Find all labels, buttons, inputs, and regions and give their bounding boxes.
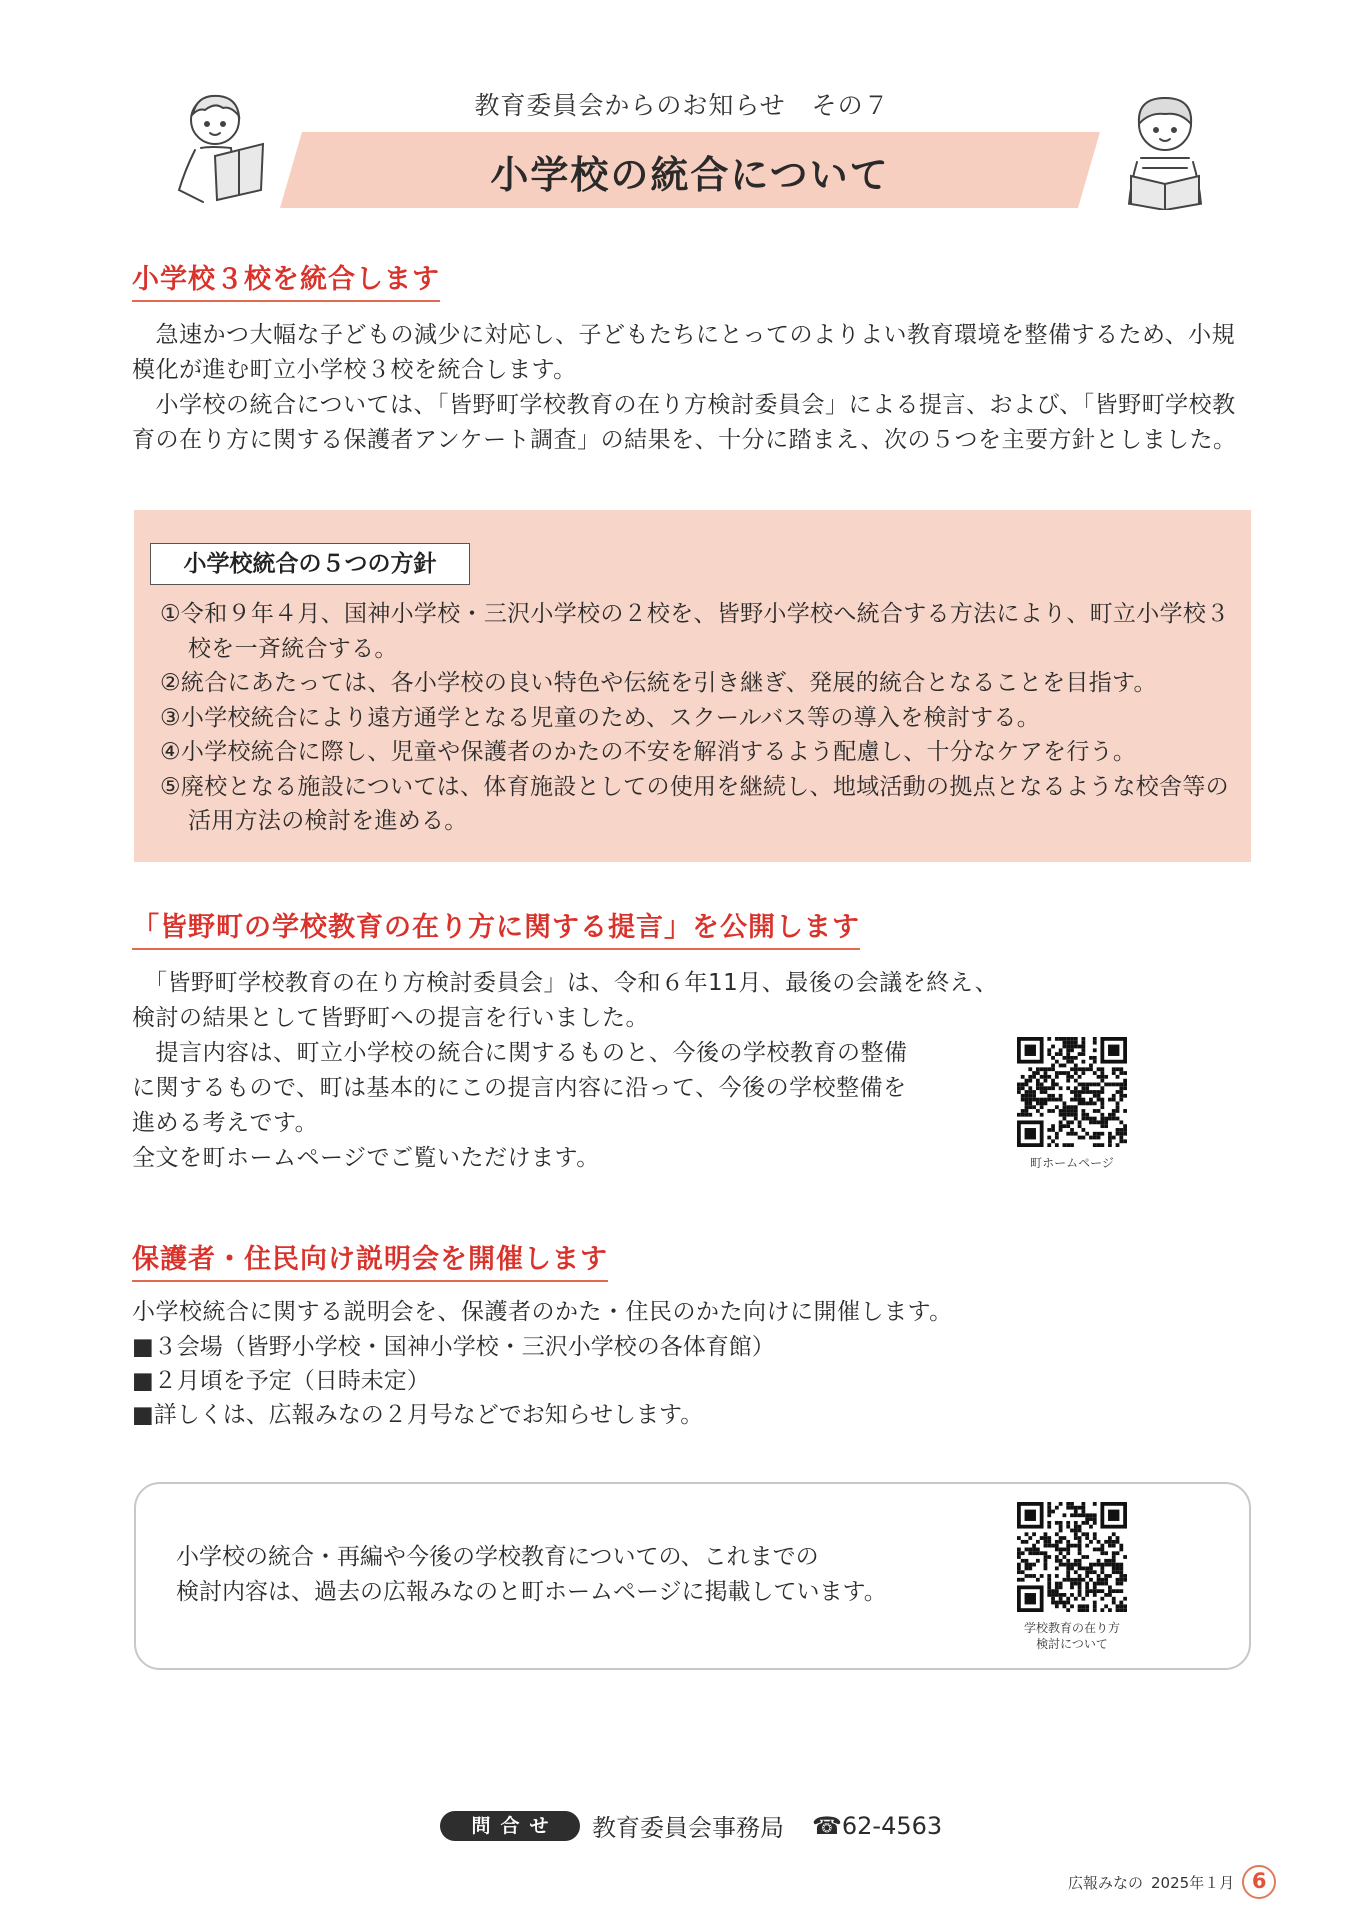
page-number: 6 bbox=[1242, 1865, 1276, 1899]
contact-office: 教育委員会事務局 bbox=[592, 1814, 784, 1842]
section1-paragraph-1: 急速かつ大幅な子どもの減少に対応し、子どもたちにとってのよりよい教育環境を整備するため、小規模化が進む町立小学校３校を統合します。 bbox=[132, 322, 1236, 383]
qr-caption-school-education bbox=[997, 1620, 1147, 1652]
section2-line: に関するもので、町は基本的にこの提言内容に沿って、今後の学校整備を bbox=[132, 1075, 907, 1101]
section-heading-briefing: 保護者・住民向け説明会を開催します bbox=[132, 1237, 608, 1282]
child-reading-illustration-right bbox=[1115, 92, 1215, 210]
qr-caption-line: 検討について bbox=[1036, 1637, 1108, 1651]
briefing-bullet: ■詳しくは、広報みなの２月号などでお知らせします。 bbox=[132, 1402, 704, 1428]
page-subtitle: 教育委員会からのお知らせ その７ bbox=[474, 91, 890, 120]
policy-list bbox=[160, 597, 1240, 839]
info-box-line: 小学校の統合・再編や今後の学校教育についての、これまでの bbox=[176, 1544, 819, 1570]
section2-body bbox=[132, 966, 1032, 1176]
contact-phone[interactable]: ☎62-4563 bbox=[812, 1811, 943, 1840]
info-box-text bbox=[176, 1540, 887, 1610]
qr-caption-line: 学校教育の在り方 bbox=[1023, 1621, 1120, 1635]
footer-issue: 2025年１月 bbox=[1151, 1873, 1235, 1892]
qr-caption-town-homepage: 町ホームページ bbox=[1030, 1156, 1114, 1170]
section2-line: 提言内容は、町立小学校の統合に関するものと、今後の学校教育の整備 bbox=[132, 1040, 908, 1066]
section2-line: 「皆野町学校教育の在り方検討委員会」は、令和６年11月、最後の会議を終え、 bbox=[132, 970, 999, 996]
policy-item: ①令和９年４月、国神小学校・三沢小学校の２校を、皆野小学校へ統合する方法により、町立小学校３校を一斉統合する。 bbox=[160, 601, 1230, 662]
info-box-line: 検討内容は、過去の広報みなのと町ホームページに掲載しています。 bbox=[176, 1579, 887, 1605]
section2-line: 検討の結果として皆野町への提言を行いました。 bbox=[132, 1005, 649, 1031]
section2-line: 全文を町ホームページでご覧いただけます。 bbox=[132, 1145, 600, 1171]
briefing-bullet-list bbox=[132, 1330, 775, 1432]
policy-item: ③小学校統合により遠方通学となる児童のため、スクールバス等の導入を検討する。 bbox=[160, 704, 1041, 731]
page-footer bbox=[1068, 1865, 1276, 1899]
page-title: 小学校の統合について bbox=[490, 153, 890, 197]
policy-box-label: 小学校統合の５つの方針 bbox=[150, 543, 470, 585]
section2-line: 進める考えです。 bbox=[132, 1110, 319, 1136]
policy-item: ⑤廃校となる施設については、体育施設としての使用を継続し、地域活動の拠点となるような校舎等の活用方法の検討を進める。 bbox=[160, 773, 1229, 834]
qr-code-school-education[interactable] bbox=[1017, 1502, 1127, 1612]
section-heading-proposal: 「皆野町の学校教育の在り方に関する提言」を公開します bbox=[132, 905, 860, 950]
child-reading-illustration-left bbox=[175, 90, 275, 208]
contact-label: 問合せ bbox=[440, 1811, 580, 1841]
contact-info bbox=[440, 1808, 942, 1843]
footer-publication: 広報みなの bbox=[1068, 1873, 1144, 1892]
section3-intro: 小学校統合に関する説明会を、保護者のかた・住民のかた向けに開催します。 bbox=[132, 1299, 953, 1325]
qr-code-town-homepage[interactable] bbox=[1017, 1037, 1127, 1147]
briefing-bullet: ■２月頃を予定（日時未定） bbox=[132, 1368, 430, 1394]
policy-item: ②統合にあたっては、各小学校の良い特色や伝統を引き継ぎ、発展的統合となることを目指す。 bbox=[160, 670, 1157, 696]
policy-item: ④小学校統合に際し、児童や保護者のかたの不安を解消するよう配慮し、十分なケアを行う。 bbox=[160, 739, 1137, 765]
briefing-bullet: ■３会場（皆野小学校・国神小学校・三沢小学校の各体育館） bbox=[132, 1334, 775, 1360]
section1-paragraph-2: 小学校の統合については、「皆野町学校教育の在り方検討委員会」による提言、および、「皆野町学校教育の在り方に関する保護者アンケート調査」の結果を、十分に踏まえ、次の５つを主要方針としました。 bbox=[132, 392, 1237, 453]
section-heading-integration: 小学校３校を統合します bbox=[132, 257, 440, 302]
